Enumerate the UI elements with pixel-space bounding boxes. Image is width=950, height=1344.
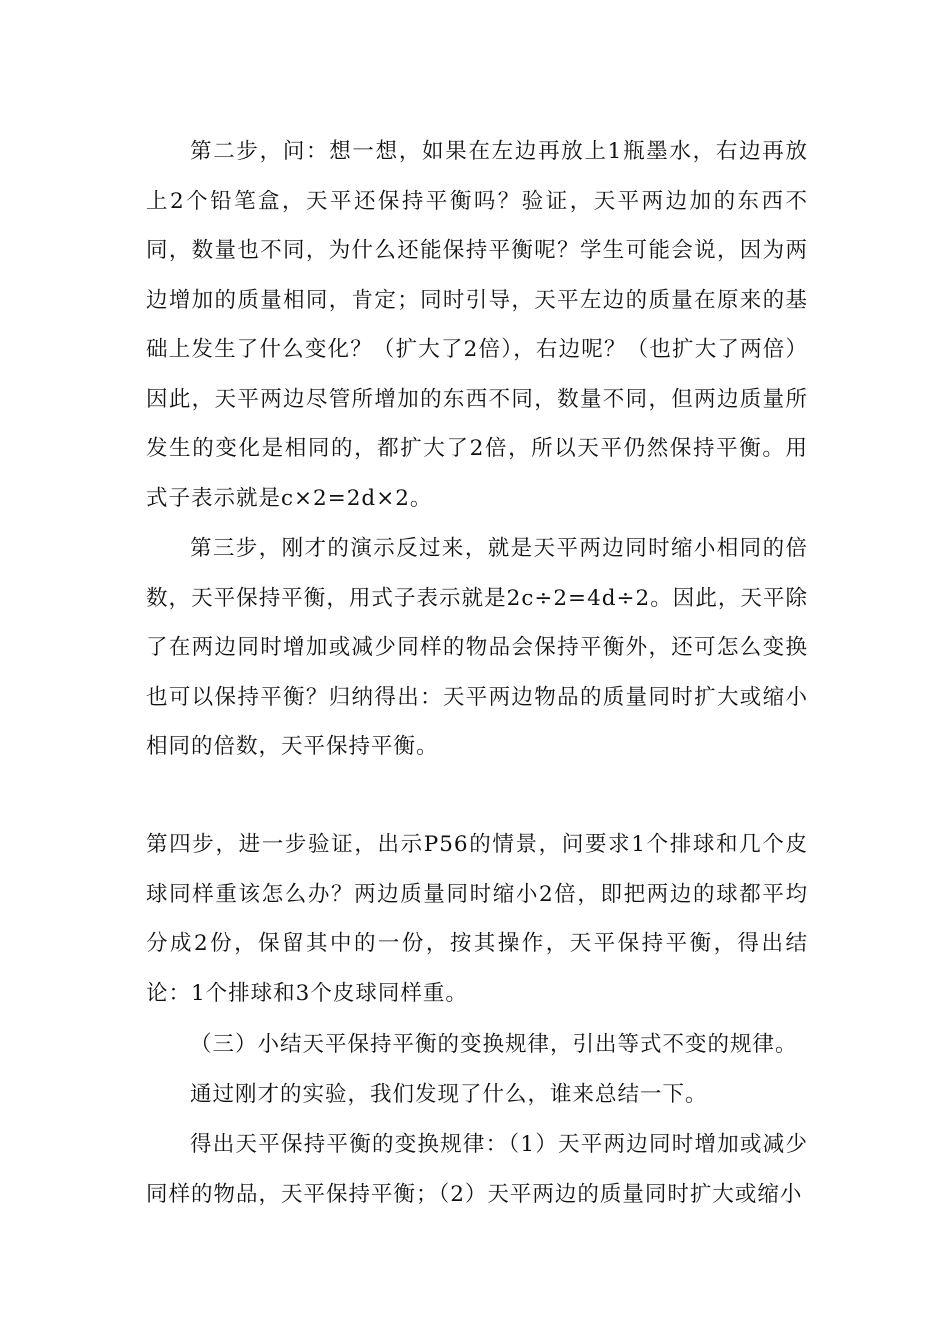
paragraph-step-four: 第四步，进一步验证，出示P56的情景，问要求1个排球和几个皮球同样重该怎么办？两边质量同时缩小2倍，即把两边的球都平均分成2份，保留其中的一份，按其操作，天平保持平衡，得出结论：1个排球和3个皮球同样重。 — [146, 832, 808, 1006]
paragraph-step-two: 第二步，问：想一想，如果在左边再放上1瓶墨水，右边再放上2个铅笔盒，天平还保持平衡吗？验证，天平两边加的东西不同，数量也不同，为什么还能保持平衡呢？学生可能会说，因为两边增加的质量相同，肯定；同时引导，天平左边的质量在原来的基础上发生了什么变化？（扩大了2倍），右边呢？（也扩大了两倍）因此，天平两边尽管所增加的东西不同，数量不同，但两边质量所发生的变化是相同的，都扩大了2倍，所以天平仍然保持平衡。用式子表示就是c×2=2d×2。 — [146, 139, 808, 511]
paragraph-step-three: 第三步，刚才的演示反过来，就是天平两边同时缩小相同的倍数，天平保持平衡，用式子表示就是2c÷2=4d÷2。因此，天平除了在两边同时增加或减少同样的物品会保持平衡外，还可怎么变换也可以保持平衡？归纳得出：天平两边物品的质量同时扩大或缩小相同的倍数，天平保持平衡。 — [146, 536, 808, 759]
paragraph-question: 通过刚才的实验，我们发现了什么，谁来总结一下。 — [190, 1082, 708, 1107]
paragraph-rules: 得出天平保持平衡的变换规律：（1）天平两边同时增加或减少同样的物品，天平保持平衡；（2）天平两边的质量同时扩大或缩小 — [146, 1132, 808, 1207]
section-heading-summary: （三）小结天平保持平衡的变换规律，引出等式不变的规律。 — [190, 1032, 798, 1057]
